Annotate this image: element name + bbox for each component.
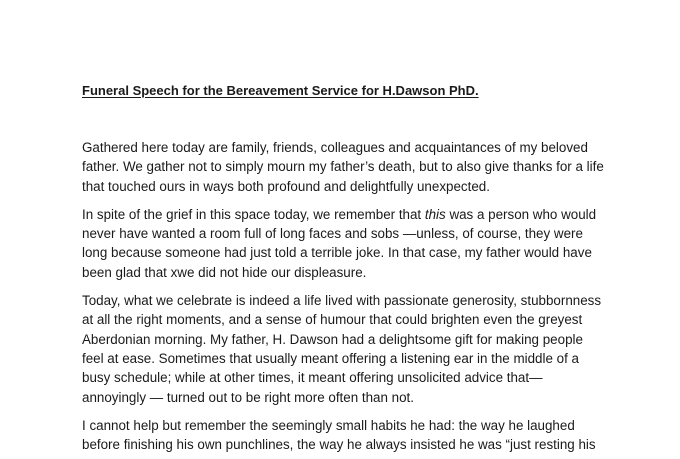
paragraph-line: annoyingly — turned out to be right more often than not. bbox=[82, 389, 415, 405]
paragraph-line: father. We gather not to simply mourn my father’s death, but to also give thanks for a life bbox=[82, 159, 604, 175]
paragraph-line: Aberdonian morning. My father, H. Dawson had a delightsome gift for making people bbox=[82, 331, 583, 347]
text-run: In spite of the grief in this space today, we remember that bbox=[82, 206, 425, 222]
paragraph-line bbox=[82, 205, 602, 224]
text-run: was a person who would bbox=[445, 206, 597, 222]
paragraph-line: at all the right moments, and a sense of humour that could brighten even the greyest bbox=[82, 312, 583, 328]
document-title: Funeral Speech for the Bereavement Service for H.Dawson PhD. bbox=[82, 83, 479, 98]
paragraph-2 bbox=[82, 205, 602, 282]
paragraph-line: long because someone had just told a terrible joke. In that case, my father would have bbox=[82, 245, 592, 261]
paragraph-line: before finishing his own punchlines, the way he always insisted he was “just resting his bbox=[82, 437, 596, 453]
paragraph-3 bbox=[82, 291, 602, 407]
paragraph-4 bbox=[82, 416, 602, 455]
paragraph-line: feel at ease. Sometimes that usually meant offering a listening ear in the middle of a bbox=[82, 350, 579, 366]
document-body bbox=[82, 82, 602, 454]
paragraph-line: Today, what we celebrate is indeed a life lived with passionate generosity, stubbornness bbox=[82, 293, 602, 309]
paragraph-line: I cannot help but remember the seemingly small habits he had: the way he laughed bbox=[82, 417, 575, 433]
paragraph-line: been glad that xwe did not hide our displeasure. bbox=[82, 264, 367, 280]
paragraph-line: Gathered here today are family, friends, colleagues and acquaintances of my beloved bbox=[82, 140, 588, 155]
emphasis-text: this bbox=[424, 206, 446, 222]
paragraph-1 bbox=[82, 138, 602, 196]
paragraph-line: busy schedule; while at other times, it meant offering unsolicited advice that— bbox=[82, 370, 543, 386]
paragraph-line: never have wanted a room full of long faces and sobs —unless, of course, they were bbox=[82, 226, 583, 242]
paragraph-line: that touched ours in ways both profound and delightfully unexpected. bbox=[82, 178, 490, 194]
